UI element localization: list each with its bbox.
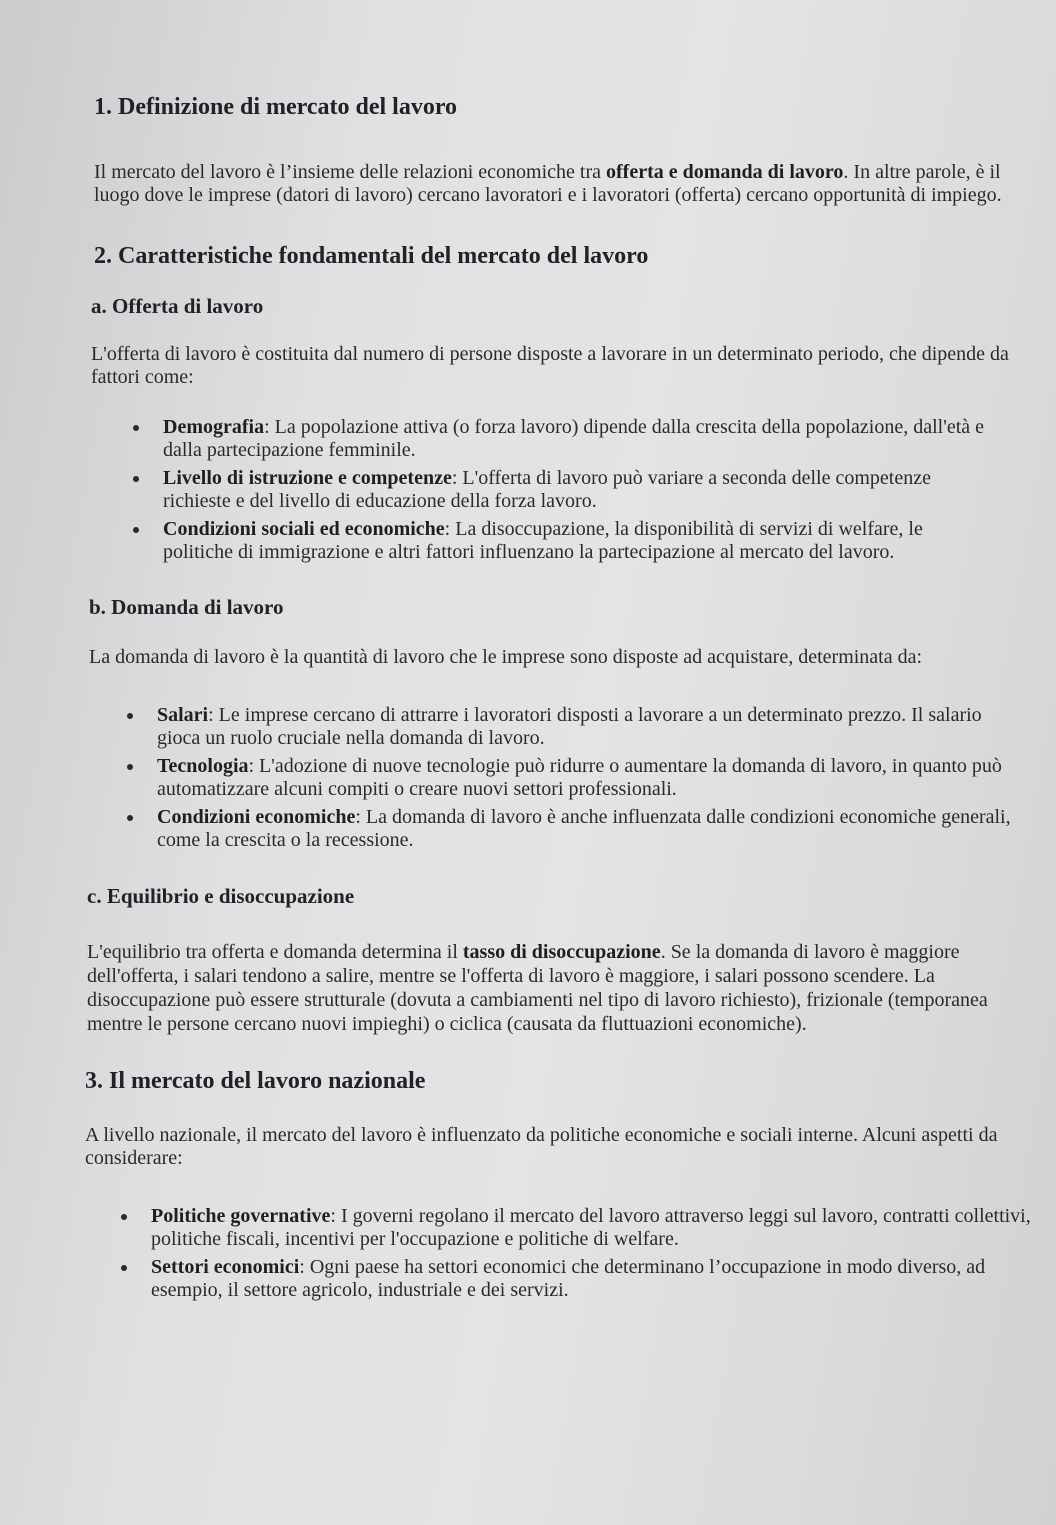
list-item-text: : L'offerta di lavoro può variare a seconda delle competenze richieste e del livello di educazione della forza lavoro. bbox=[163, 467, 931, 512]
section-3-paragraph: A livello nazionale, il mercato del lavoro è influenzato da politiche economiche e sociali interne. Alcuni aspetti da considerare: bbox=[85, 1124, 998, 1169]
list-item bbox=[151, 1256, 1031, 1302]
text-span: . In altre parole, è il luogo dove le imprese (datori di lavoro) cercano lavoratori e i lavoratori (offerta) cercano opportunità di impiego. bbox=[94, 161, 1002, 206]
list-item-text: : La popolazione attiva (o forza lavoro) dipende dalla crescita della popolazione, dall'età e dalla partecipazione femminile. bbox=[163, 416, 985, 461]
section-2-title: 2. Caratteristiche fondamentali del mercato del lavoro bbox=[94, 243, 649, 269]
text-span: . Se la domanda di lavoro è maggiore dell'offerta, i salari tendono a salire, mentre se l'offerta di lavoro è maggiore, i salari possono scendere. La disoccupazione può essere strutturale (dovuta a cambiamenti nel tipo di lavoro richiesto), frizionale (temporanea mentre le persone cercano nuovi impieghi) o ciclica (causata da fluttuazioni economiche). bbox=[87, 941, 988, 1035]
section-1-paragraph bbox=[94, 161, 1014, 207]
bold-term: offerta e domanda di lavoro bbox=[606, 161, 844, 183]
list-item-text: : Le imprese cercano di attrarre i lavoratori disposti a lavorare a un determinato prezzo. Il salario gioca un ruolo cruciale nella domanda di lavoro. bbox=[157, 704, 982, 749]
subsection-offerta-title: a. Offerta di lavoro bbox=[91, 294, 264, 318]
list-item bbox=[151, 1205, 1031, 1251]
list-item bbox=[163, 518, 988, 564]
text-span: L'equilibrio tra offerta e domanda determina il bbox=[87, 941, 463, 963]
bold-term: tasso di disoccupazione bbox=[462, 941, 661, 963]
list-item-term: Politiche governative bbox=[151, 1205, 331, 1227]
list-item-text: : L'adozione di nuove tecnologie può ridurre o aumentare la domanda di lavoro, in quanto può automatizzare alcuni compiti o creare nuovi settori professionali. bbox=[157, 755, 1002, 800]
list-item-text: : I governi regolano il mercato del lavoro attraverso leggi sul lavoro, contratti collettivi, politiche fiscali, incentivi per l'occupazione e politiche di welfare. bbox=[151, 1205, 1031, 1250]
list-item-term: Settori economici bbox=[151, 1256, 300, 1278]
domanda-list bbox=[157, 704, 1017, 852]
list-item bbox=[157, 704, 1017, 750]
domanda-paragraph: La domanda di lavoro è la quantità di lavoro che le imprese sono disposte ad acquistare, determinata da: bbox=[89, 646, 923, 668]
list-item bbox=[157, 806, 1017, 852]
list-item-text: : La disoccupazione, la disponibilità di servizi di welfare, le politiche di immigrazione e altri fattori influenzano la partecipazione al mercato del lavoro. bbox=[163, 518, 923, 563]
offerta-list bbox=[163, 416, 988, 564]
list-item-term: Tecnologia bbox=[157, 755, 249, 777]
section-1-title: 1. Definizione di mercato del lavoro bbox=[94, 94, 458, 120]
list-item bbox=[157, 755, 1017, 801]
equilibrio-paragraph bbox=[87, 940, 1022, 1036]
subsection-domanda-title: b. Domanda di lavoro bbox=[89, 595, 284, 619]
offerta-paragraph: L'offerta di lavoro è costituita dal numero di persone disposte a lavorare in un determinato periodo, che dipende da fattori come: bbox=[91, 343, 1009, 388]
list-item-term: Demografia bbox=[163, 416, 265, 438]
list-item-text: : La domanda di lavoro è anche influenzata dalle condizioni economiche generali, come la crescita o la recessione. bbox=[157, 806, 1011, 851]
list-item-term: Condizioni sociali ed economiche bbox=[163, 518, 445, 540]
section-3-list bbox=[151, 1205, 1031, 1302]
text-span: Il mercato del lavoro è l’insieme delle relazioni economiche tra bbox=[94, 161, 606, 183]
list-item-term: Livello di istruzione e competenze bbox=[163, 467, 452, 489]
list-item-text: : Ogni paese ha settori economici che determinano l’occupazione in modo diverso, ad esempio, il settore agricolo, industriale e dei servizi. bbox=[151, 1256, 986, 1301]
section-3-title: 3. Il mercato del lavoro nazionale bbox=[85, 1068, 426, 1094]
subsection-equilibrio-title: c. Equilibrio e disoccupazione bbox=[87, 884, 355, 908]
list-item-term: Condizioni economiche bbox=[157, 806, 356, 828]
list-item-term: Salari bbox=[157, 704, 209, 726]
list-item bbox=[163, 467, 988, 513]
list-item bbox=[163, 416, 988, 462]
